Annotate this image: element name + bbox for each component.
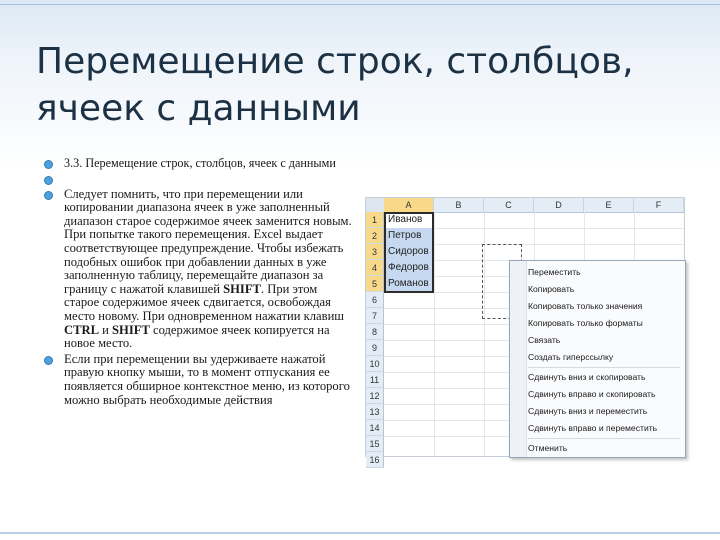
row-header[interactable]: 16 bbox=[366, 452, 384, 468]
selection-border[interactable] bbox=[384, 212, 434, 293]
top-rule bbox=[0, 4, 720, 5]
bullet-item-empty bbox=[42, 173, 352, 186]
cell-a5[interactable]: Романов bbox=[385, 276, 433, 292]
bullet-list bbox=[42, 157, 352, 409]
key-shift: SHIFT bbox=[223, 281, 261, 296]
row-header[interactable]: 8 bbox=[366, 324, 384, 340]
bullet-dot-icon bbox=[44, 160, 53, 169]
menu-item-move[interactable]: Переместить bbox=[528, 267, 581, 277]
menu-item-shift-right-copy[interactable]: Сдвинуть вправо и скопировать bbox=[528, 389, 656, 399]
bullet-text: содержимое ячеек копируется на новое место. bbox=[64, 322, 330, 351]
row-header[interactable]: 12 bbox=[366, 388, 384, 404]
menu-item-link[interactable]: Связать bbox=[528, 335, 561, 345]
row-header[interactable]: 15 bbox=[366, 436, 384, 452]
context-menu bbox=[509, 260, 686, 458]
bullet-dot-icon bbox=[44, 356, 53, 365]
menu-item-shift-right-move[interactable]: Сдвинуть вправо и переместить bbox=[528, 423, 658, 433]
bullet-dot-icon bbox=[44, 191, 53, 200]
bullet-dot-icon bbox=[44, 176, 53, 185]
menu-item-copy-formats[interactable]: Копировать только форматы bbox=[528, 318, 643, 328]
bullet-item bbox=[42, 353, 352, 407]
column-header-e[interactable]: E bbox=[584, 198, 634, 212]
column-header-b[interactable]: B bbox=[434, 198, 484, 212]
cell-a2[interactable]: Петров bbox=[385, 228, 433, 244]
cell-a4[interactable]: Федоров bbox=[385, 260, 433, 276]
column-header-f[interactable]: F bbox=[634, 198, 684, 212]
bullet-text: и bbox=[99, 322, 113, 337]
menu-item-copy-values[interactable]: Копировать только значения bbox=[528, 301, 643, 311]
row-header[interactable]: 10 bbox=[366, 356, 384, 372]
menu-separator bbox=[528, 438, 680, 439]
column-header-d[interactable]: D bbox=[534, 198, 584, 212]
row-header[interactable]: 4 bbox=[366, 260, 384, 276]
row-header[interactable]: 3 bbox=[366, 244, 384, 260]
excel-screenshot bbox=[365, 197, 685, 465]
menu-item-shift-down-move[interactable]: Сдвинуть вниз и переместить bbox=[528, 406, 648, 416]
bullet-text: . При этом старое содержимое ячеек сдвигается, освобождая место новому. При одновременном нажатии клавиш bbox=[64, 281, 345, 323]
bullet-text: Если при перемещении вы удерживаете нажатой правую кнопку мыши, то в момент отпускания ее появляется обширное контекстное меню, из которого можно выбрать необходимые действия bbox=[64, 351, 350, 407]
row-header[interactable]: 6 bbox=[366, 292, 384, 308]
menu-item-cancel[interactable]: Отменить bbox=[528, 443, 568, 453]
row-header[interactable]: 11 bbox=[366, 372, 384, 388]
column-header-a[interactable]: A bbox=[384, 198, 434, 212]
key-ctrl: CTRL bbox=[64, 322, 99, 337]
bullet-text: 3.3. Перемещение строк, столбцов, ячеек с данными bbox=[64, 156, 336, 170]
row-header[interactable]: 9 bbox=[366, 340, 384, 356]
menu-gutter bbox=[510, 261, 527, 457]
bullet-item bbox=[42, 188, 352, 351]
slide-title: Перемещение строк, столбцов, ячеек с данными bbox=[36, 41, 634, 129]
cell-a3[interactable]: Сидоров bbox=[385, 244, 433, 260]
menu-item-shift-down-copy[interactable]: Сдвинуть вниз и скопировать bbox=[528, 372, 646, 382]
column-header-row bbox=[366, 198, 684, 213]
key-shift: SHIFT bbox=[112, 322, 150, 337]
cell-a1[interactable]: Иванов bbox=[388, 214, 423, 225]
select-all-corner[interactable] bbox=[366, 198, 385, 212]
bullet-text: Следует помнить, что при перемещении или копировании диапазона ячеек в уже заполненный диапазон старое содержимое ячеек заменится новым. При попытке такого перемещения. Excel выдает соответствующее предупреждение. Чтобы избежать подобных ошибок при добавлении данных в уже заполненную таблицу, перемещайте диапазон за границу с нажатой клавишей bbox=[64, 186, 352, 296]
bottom-rule bbox=[0, 532, 720, 534]
menu-separator bbox=[528, 367, 680, 368]
row-header[interactable]: 7 bbox=[366, 308, 384, 324]
column-header-c[interactable]: C bbox=[484, 198, 534, 212]
row-header[interactable]: 13 bbox=[366, 404, 384, 420]
row-header[interactable]: 14 bbox=[366, 420, 384, 436]
row-header[interactable]: 5 bbox=[366, 276, 384, 292]
row-header[interactable]: 1 bbox=[366, 212, 384, 228]
menu-item-hyperlink[interactable]: Создать гиперссылку bbox=[528, 352, 614, 362]
row-header[interactable]: 2 bbox=[366, 228, 384, 244]
bullet-item bbox=[42, 157, 352, 171]
menu-item-copy[interactable]: Копировать bbox=[528, 284, 575, 294]
